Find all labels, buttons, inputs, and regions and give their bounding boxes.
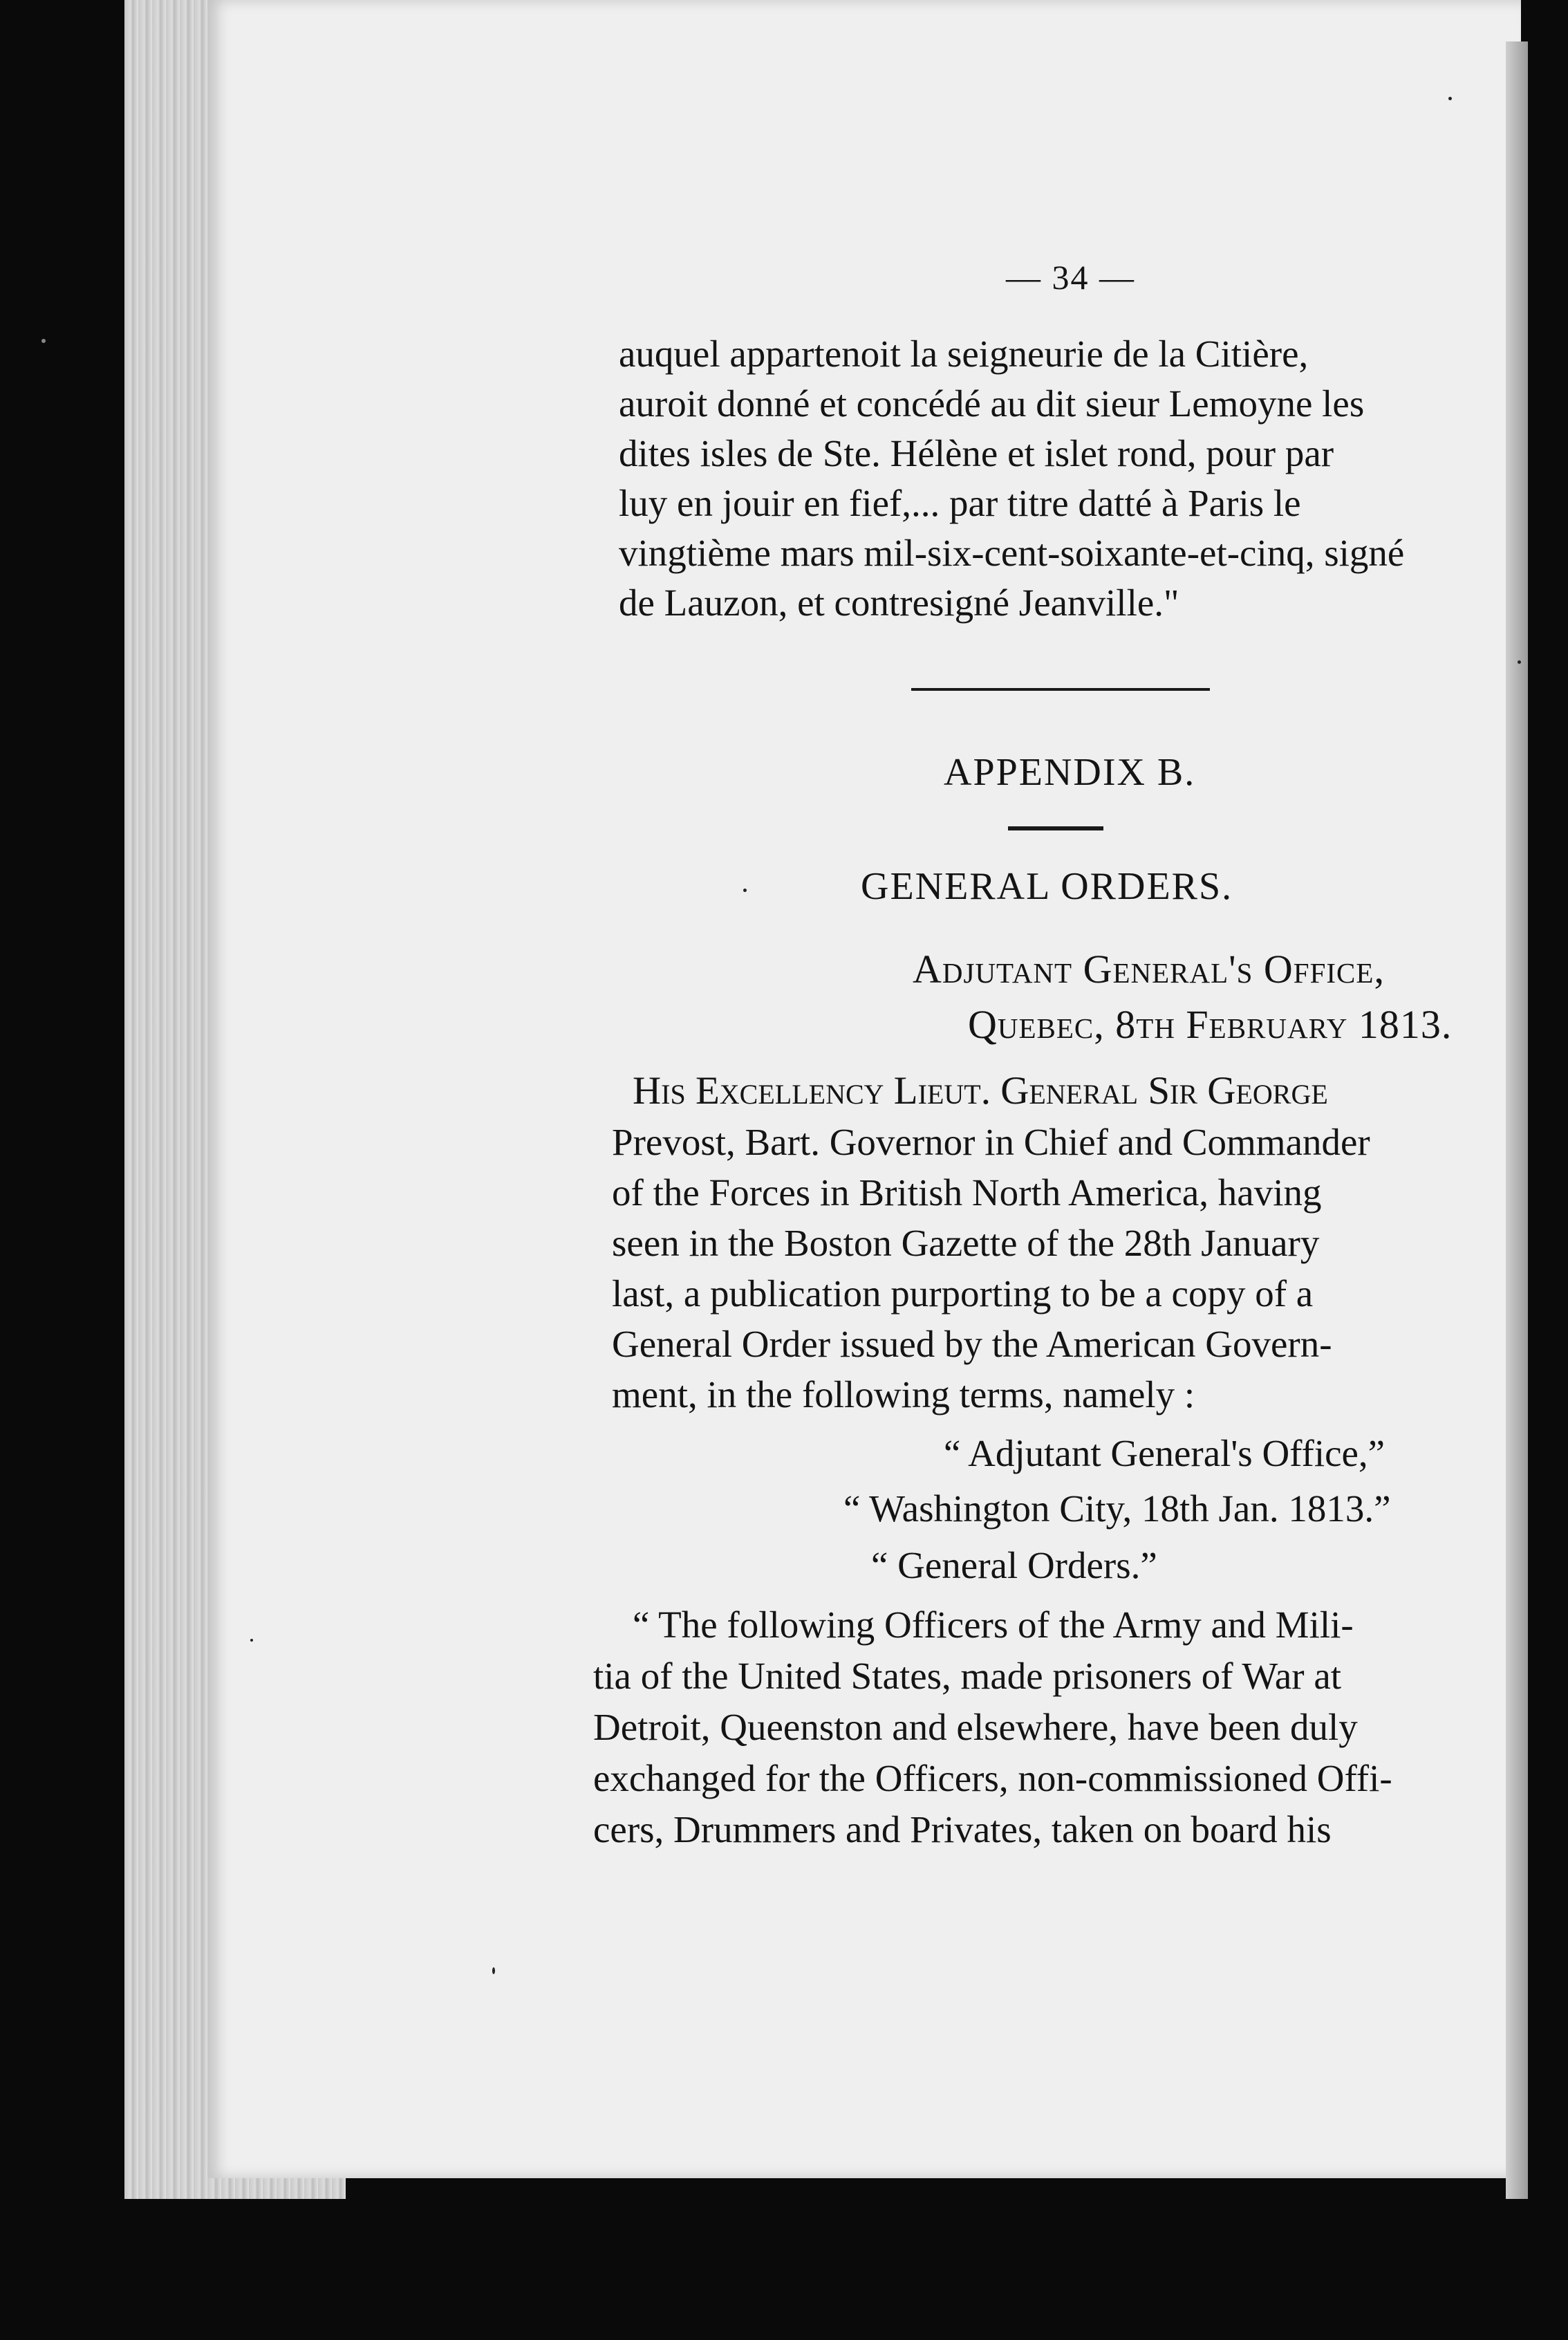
appendix-title: APPENDIX B. <box>944 751 1196 794</box>
page-right-edge <box>1506 41 1528 2199</box>
scan-speck <box>250 1639 253 1642</box>
body-line-3: of the Forces in British North America, having <box>612 1171 1322 1214</box>
section-divider <box>911 688 1210 691</box>
continuation-line-1: auquel appartenoit la seigneurie de la Citière, <box>619 333 1309 375</box>
quoted-body-line-4: exchanged for the Officers, non-commissioned Offi- <box>593 1757 1392 1799</box>
quoted-header-line-2: “ Washington City, 18th Jan. 1813.” <box>843 1487 1391 1530</box>
quoted-body-line-5: cers, Drummers and Privates, taken on board his <box>593 1808 1332 1850</box>
continuation-line-6: de Lauzon, et contresigné Jeanville." <box>619 582 1179 624</box>
appendix-subtitle: GENERAL ORDERS. <box>861 865 1233 908</box>
body-line-4: seen in the Boston Gazette of the 28th January <box>612 1222 1320 1264</box>
continuation-line-4: luy en jouir en fief,... par titre datté à Paris le <box>619 482 1301 524</box>
body-line-1: His Excellency Lieut. General Sir George <box>633 1069 1328 1113</box>
scan-speck <box>1448 97 1452 100</box>
page-number: — 34 — <box>1006 258 1135 297</box>
scan-speck <box>492 1967 495 1974</box>
scan-speck <box>1518 660 1521 664</box>
body-line-5: last, a publication purporting to be a copy of a <box>612 1272 1314 1315</box>
place-date-line: Quebec, 8th February 1813. <box>968 1002 1453 1047</box>
quoted-header-line-1: “ Adjutant General's Office,” <box>944 1432 1385 1474</box>
scan-speck <box>743 889 747 892</box>
title-rule <box>1008 826 1103 830</box>
body-line-6: General Order issued by the American Govern- <box>612 1323 1332 1365</box>
quoted-body-line-2: tia of the United States, made prisoners of War at <box>593 1655 1342 1697</box>
quoted-body-line-3: Detroit, Queenston and elsewhere, have been duly <box>593 1706 1358 1748</box>
body-line-7: ment, in the following terms, namely : <box>612 1373 1195 1415</box>
quoted-header-line-3: “ General Orders.” <box>871 1544 1157 1586</box>
quoted-body-line-1: “ The following Officers of the Army and Mili- <box>633 1604 1354 1646</box>
continuation-line-2: auroit donné et concédé au dit sieur Lemoyne les <box>619 382 1365 425</box>
continuation-line-5: vingtième mars mil-six-cent-soixante-et-cinq, signé <box>619 532 1405 574</box>
continuation-line-3: dites isles de Ste. Hélène et islet rond, pour par <box>619 432 1334 474</box>
office-line: Adjutant General's Office, <box>913 947 1385 992</box>
body-line-2: Prevost, Bart. Governor in Chief and Commander <box>612 1121 1370 1163</box>
scan-speck <box>41 339 46 343</box>
